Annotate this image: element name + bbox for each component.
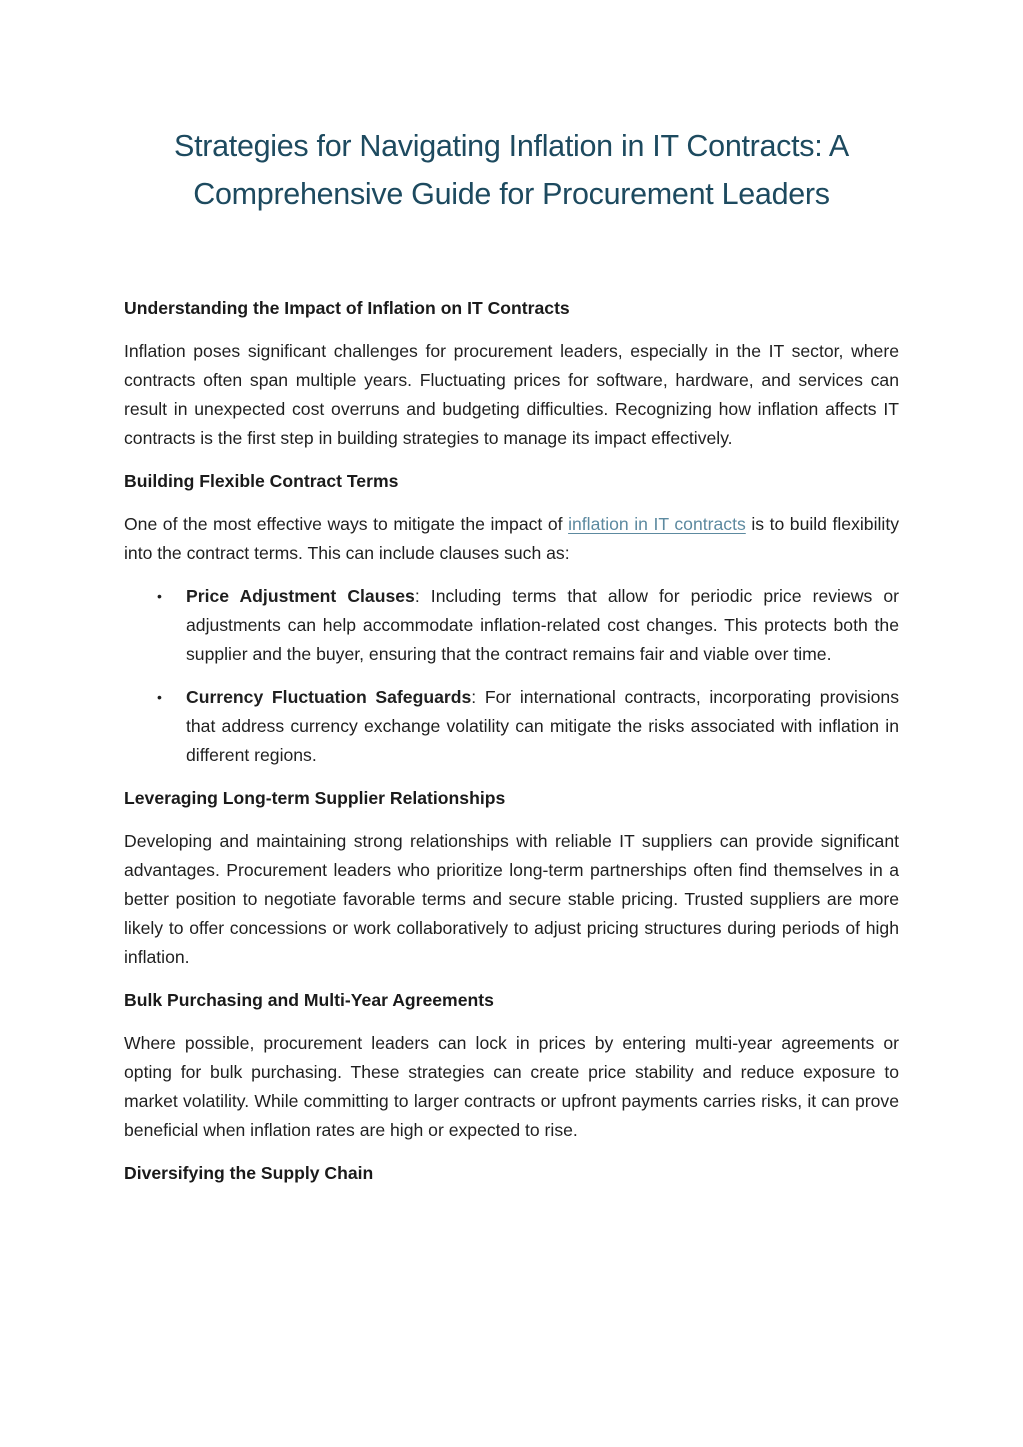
section-heading-supplier-relationships: Leveraging Long-term Supplier Relationships bbox=[124, 787, 506, 808]
section-paragraph-bulk-purchasing: Where possible, procurement leaders can lock in prices by entering multi-year agreements or opting for bulk purchasing. These strategies can create price stability and reduce exposure to market volatility. While committing to larger contracts or upfront payments carries risks, it can prove beneficial when inflation rates are high or expected to rise. bbox=[124, 1032, 899, 1141]
document-title: Strategies for Navigating Inflation in IT Contracts: A Comprehensive Guide for Procurement Leaders bbox=[174, 129, 849, 211]
bullet-icon: • bbox=[157, 688, 162, 705]
section-paragraph-flexible-terms bbox=[124, 510, 899, 568]
section-heading-flexible-terms: Building Flexible Contract Terms bbox=[124, 471, 399, 492]
section-heading-bulk-purchasing: Bulk Purchasing and Multi-Year Agreements bbox=[124, 990, 494, 1011]
intro-text-after-link: is to build flexibility into the contract terms. This can include clauses such as: bbox=[124, 513, 899, 563]
document-body bbox=[124, 294, 899, 1202]
intro-text-before-link: One of the most effective ways to mitigate the impact of bbox=[124, 513, 569, 534]
section-heading-diversifying: Diversifying the Supply Chain bbox=[124, 1163, 374, 1184]
section-paragraph-impact: Inflation poses significant challenges for procurement leaders, especially in the IT sector, where contracts often span multiple years. Fluctuating prices for software, hardware, and services can result in unexpected cost overruns and budgeting difficulties. Recognizing how inflation affects IT contracts is the first step in building strategies to manage its impact effectively. bbox=[124, 340, 899, 449]
section-heading-impact: Understanding the Impact of Inflation on IT Contracts bbox=[124, 298, 570, 318]
list-item-term: Price Adjustment Clauses bbox=[186, 585, 415, 606]
list-item-text: : For international contracts, incorporating provisions that address currency exchange volatility can mitigate the risks associated with inflation in different regions. bbox=[186, 686, 899, 766]
section-paragraph-supplier-relationships: Developing and maintaining strong relationships with reliable IT suppliers can provide significant advantages. Procurement leaders who prioritize long-term partnerships often find themselves in a better position to negotiate favorable terms and secure stable pricing. Trusted suppliers are more likely to offer concessions or work collaboratively to adjust pricing structures during periods of high inflation. bbox=[124, 830, 899, 968]
clause-list bbox=[124, 582, 899, 771]
bullet-icon: • bbox=[157, 587, 162, 604]
inflation-link[interactable]: inflation in IT contracts bbox=[568, 513, 746, 534]
list-item-text: : Including terms that allow for periodic price reviews or adjustments can help accommodate inflation-related cost changes. This protects both the supplier and the buyer, ensuring that the contract remains fair and viable over time. bbox=[186, 585, 899, 665]
list-item-term: Currency Fluctuation Safeguards bbox=[186, 686, 472, 707]
list-item bbox=[124, 683, 899, 771]
list-item bbox=[124, 582, 899, 670]
